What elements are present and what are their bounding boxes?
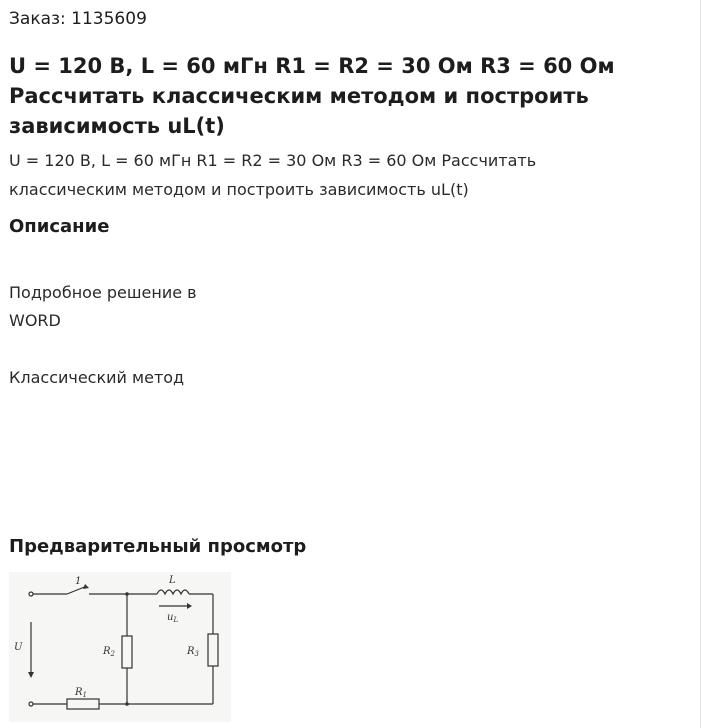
- problem-text-line-1: U = 120 В, L = 60 мГн R1 = R2 = 30 Ом R3 = 60 Ом Рассчитать: [9, 151, 537, 170]
- description-line-1: Подробное решение в: [9, 283, 197, 302]
- page-title: [9, 51, 689, 141]
- switch-arrowhead: [83, 584, 89, 589]
- terminal-bottom: [29, 702, 33, 706]
- label-l: L: [169, 575, 176, 586]
- label-switch: 1: [75, 576, 82, 587]
- problem-text-line-2: классическим методом и построить зависимость uL(t): [9, 180, 469, 199]
- description-line-3: Классический метод: [9, 368, 185, 387]
- r2-resistor: [122, 636, 132, 668]
- label-u: U: [14, 642, 23, 653]
- label-r3: $R_3$: [187, 646, 199, 658]
- problem-text: [9, 146, 689, 204]
- node-top: [125, 592, 129, 596]
- description-heading: Описание: [9, 216, 110, 237]
- order-number: Заказ: 1135609: [9, 9, 147, 29]
- label-ul: $u_L$: [167, 612, 179, 624]
- inductor-coil: [157, 590, 189, 594]
- label-r1: $R_1$: [75, 687, 87, 699]
- preview-heading: Предварительный просмотр: [9, 536, 307, 557]
- u-arrowhead: [28, 672, 34, 678]
- description-line-2: WORD: [9, 311, 61, 330]
- node-bottom: [125, 702, 129, 706]
- r1-resistor: [67, 699, 99, 709]
- ul-arrowhead: [187, 603, 192, 609]
- label-r2: $R_2$: [103, 646, 115, 658]
- circuit-diagram: [9, 572, 231, 722]
- title-line-3: зависимость uL(t): [9, 114, 225, 138]
- title-line-1: U = 120 В, L = 60 мГн R1 = R2 = 30 Ом R3 = 60 Ом: [9, 54, 615, 78]
- circuit-preview-image[interactable]: [9, 572, 231, 722]
- r3-resistor: [208, 634, 218, 666]
- terminal-top: [29, 592, 33, 596]
- title-line-2: Рассчитать классическим методом и построить: [9, 84, 589, 108]
